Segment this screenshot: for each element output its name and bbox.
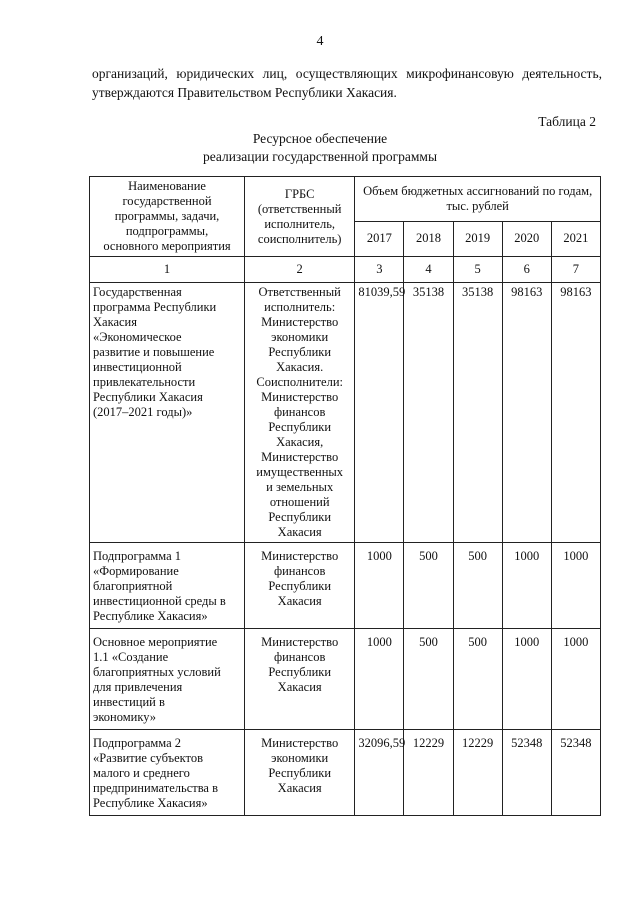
row-value-2018: 500 xyxy=(404,543,453,629)
row-value-2018: 12229 xyxy=(404,730,453,816)
column-index: 6 xyxy=(502,257,551,283)
row-value-2020: 98163 xyxy=(502,283,551,543)
table-title xyxy=(0,130,640,166)
row-value-2017: 1000 xyxy=(355,629,404,730)
column-index: 5 xyxy=(453,257,502,283)
table-row xyxy=(90,730,601,816)
table-row xyxy=(90,283,601,543)
column-index: 1 xyxy=(90,257,245,283)
row-name: Государственная программа Республики Хакасия «Экономическое развитие и повышение инвестиционной привлекательности Республики Хакасия (2017–2021 годы)» xyxy=(90,283,245,543)
page-number: 4 xyxy=(316,34,324,49)
row-value-2018: 500 xyxy=(404,629,453,730)
intro-paragraph: организаций, юридических лиц, осуществляющих микрофинансовую деятельность, утверждаются Правительством Республики Хакасия. xyxy=(92,66,602,100)
row-value-2017: 1000 xyxy=(355,543,404,629)
column-index: 4 xyxy=(404,257,453,283)
column-index: 3 xyxy=(355,257,404,283)
row-value-2021: 1000 xyxy=(551,629,600,730)
header-row xyxy=(90,177,601,222)
column-index-row xyxy=(90,257,601,283)
row-value-2019: 500 xyxy=(453,629,502,730)
row-value-2021: 52348 xyxy=(551,730,600,816)
row-grbs: Министерство экономики Республики Хакасия xyxy=(245,730,355,816)
row-value-2017: 32096,59 xyxy=(355,730,404,816)
row-grbs: Министерство финансов Республики Хакасия xyxy=(245,543,355,629)
row-value-2020: 1000 xyxy=(502,629,551,730)
row-value-2020: 1000 xyxy=(502,543,551,629)
row-value-2020: 52348 xyxy=(502,730,551,816)
row-value-2021: 98163 xyxy=(551,283,600,543)
row-value-2021: 1000 xyxy=(551,543,600,629)
table-title-line-2: реализации государственной программы xyxy=(202,149,438,164)
table-row xyxy=(90,543,601,629)
column-index: 7 xyxy=(551,257,600,283)
row-name: Основное мероприятие 1.1 «Создание благоприятных условий для привлечения инвестиций в экономику» xyxy=(90,629,245,730)
table-row xyxy=(90,629,601,730)
header-year-2021: 2021 xyxy=(551,221,600,256)
header-year-2019: 2019 xyxy=(453,221,502,256)
row-value-2017: 81039,59 xyxy=(355,283,404,543)
header-year-2017: 2017 xyxy=(355,221,404,256)
header-grbs: ГРБС (ответственный исполнитель, соисполнитель) xyxy=(245,177,355,257)
row-value-2019: 35138 xyxy=(453,283,502,543)
header-year-2020: 2020 xyxy=(502,221,551,256)
resource-table xyxy=(89,176,601,816)
row-name: Подпрограмма 2 «Развитие субъектов малого и среднего предпринимательства в Республике Хакасия» xyxy=(90,730,245,816)
row-grbs: Ответственный исполнитель: Министерство экономики Республики Хакасия. Соисполнители: Министерство финансов Республики Хакасия, Министерство имущественных и земельных отношений Республики Хакасия xyxy=(245,283,355,543)
table-title-line-1: Ресурсное обеспечение xyxy=(252,131,388,146)
column-index: 2 xyxy=(245,257,355,283)
row-value-2018: 35138 xyxy=(404,283,453,543)
table-caption: Таблица 2 xyxy=(538,114,596,129)
header-year-2018: 2018 xyxy=(404,221,453,256)
row-name: Подпрограмма 1 «Формирование благоприятной инвестиционной среды в Республике Хакасия» xyxy=(90,543,245,629)
row-value-2019: 12229 xyxy=(453,730,502,816)
header-budget: Объем бюджетных ассигнований по годам, тыс. рублей xyxy=(355,177,601,222)
row-value-2019: 500 xyxy=(453,543,502,629)
row-grbs: Министерство финансов Республики Хакасия xyxy=(245,629,355,730)
header-name: Наименование государственной программы, задачи, подпрограммы, основного мероприятия xyxy=(90,177,245,257)
